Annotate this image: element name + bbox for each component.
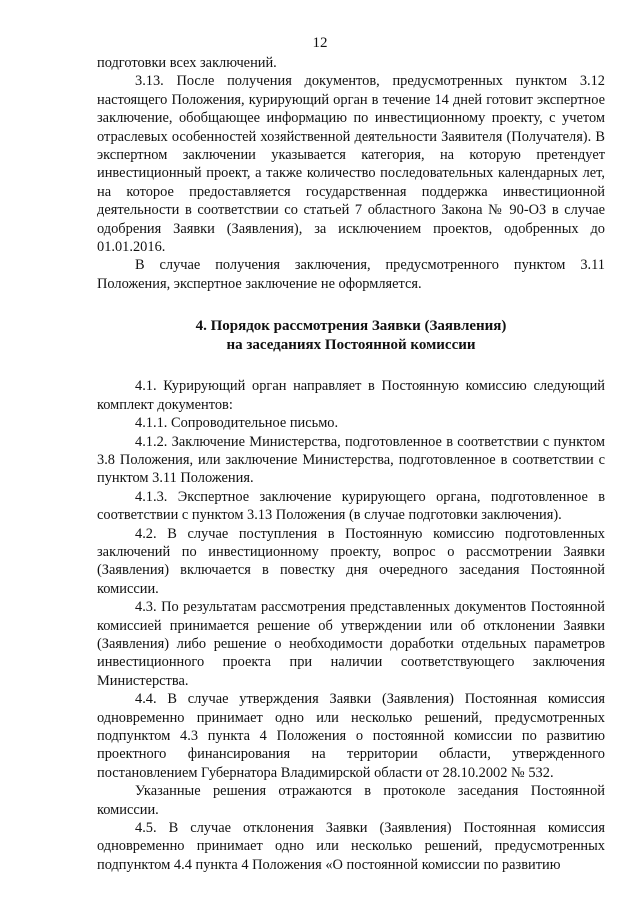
paragraph-4-4: 4.4. В случае утверждения Заявки (Заявления) Постоянная комиссия одновременно принимает одно или несколько решений, предусмотренных подпунктом 4.3 пункта 4 Положения о постоянной комиссии по развитию проектного финансирования на территории области, утвержденного постановлением Губернатора Владимирской области от 28.10.2002 № 532. xyxy=(97,691,605,781)
paragraph-4-1-2: 4.1.2. Заключение Министерства, подготовленное в соответствии с пунктом 3.8 Положения, или заключение Министерства, подготовленное в соответствии с пунктом 3.11 Положения. xyxy=(97,433,605,487)
document-body xyxy=(97,54,605,874)
spacer xyxy=(97,293,605,317)
paragraph-4-3: 4.3. По результатам рассмотрения представленных документов Постоянной комиссией принимается решение об утверждении или об отклонении Заявки (Заявления) либо решение о необходимости доработки отдельных параметров инвестиционного проекта при наличии соответствующего заключения Министерства. xyxy=(97,599,605,689)
spacer xyxy=(97,355,605,377)
paragraph-4-1: 4.1. Курирующий орган направляет в Постоянную комиссию следующий комплект документов: xyxy=(97,378,605,413)
section-4-heading-line-1: 4. Порядок рассмотрения Заявки (Заявления) xyxy=(195,318,507,335)
page-number: 12 xyxy=(312,35,328,51)
paragraph-4-1-1: 4.1.1. Сопроводительное письмо. xyxy=(135,415,339,432)
paragraph-3-13: 3.13. После получения документов, предусмотренных пунктом 3.12 настоящего Положения, курирующий орган в течение 14 дней готовит экспертное заключение, обобщающее информацию по инвестиционному проекту, с учетом отраслевых особенностей хозяйственной деятельности Заявителя (Получателя). В экспертном заключении указывается категория, на которую претендует инвестиционный проект, а также количество последовательных календарных лет, на которое предоставляется государственная поддержка инвестиционной деятельности в соответствии со статьей 7 областного Закона № 90-ОЗ в случае одобрения Заявки (Заявления), за исключением проектов, одобренных до 01.01.2016. xyxy=(97,73,605,256)
carry-over-paragraph: подготовки всех заключений. xyxy=(97,55,277,71)
paragraph-4-5: 4.5. В случае отклонения Заявки (Заявления) Постоянная комиссия одновременно принимает одно или несколько решений, предусмотренных подпунктом 4.4 пункта 4 Положения «О постоянной комиссии по развитию xyxy=(97,820,605,873)
paragraph-4-4-note: Указанные решения отражаются в протоколе заседания Постоянной комиссии. xyxy=(97,783,605,818)
paragraph-3-13-note: В случае получения заключения, предусмотренного пунктом 3.11 Положения, экспертное заключение не оформляется. xyxy=(97,257,605,292)
paragraph-4-2: 4.2. В случае поступления в Постоянную комиссию подготовленных заключений по инвестиционному проекту, вопрос о рассмотрении Заявки (Заявления) включается в повестку дня очередного заседания Постоянной комиссии. xyxy=(97,525,605,597)
section-4-heading-line-2: на заседаниях Постоянной комиссии xyxy=(226,337,476,354)
paragraph-4-1-3: 4.1.3. Экспертное заключение курирующего органа, подготовленное в соответствии с пунктом 3.13 Положения (в случае подготовки заключения). xyxy=(97,488,605,524)
